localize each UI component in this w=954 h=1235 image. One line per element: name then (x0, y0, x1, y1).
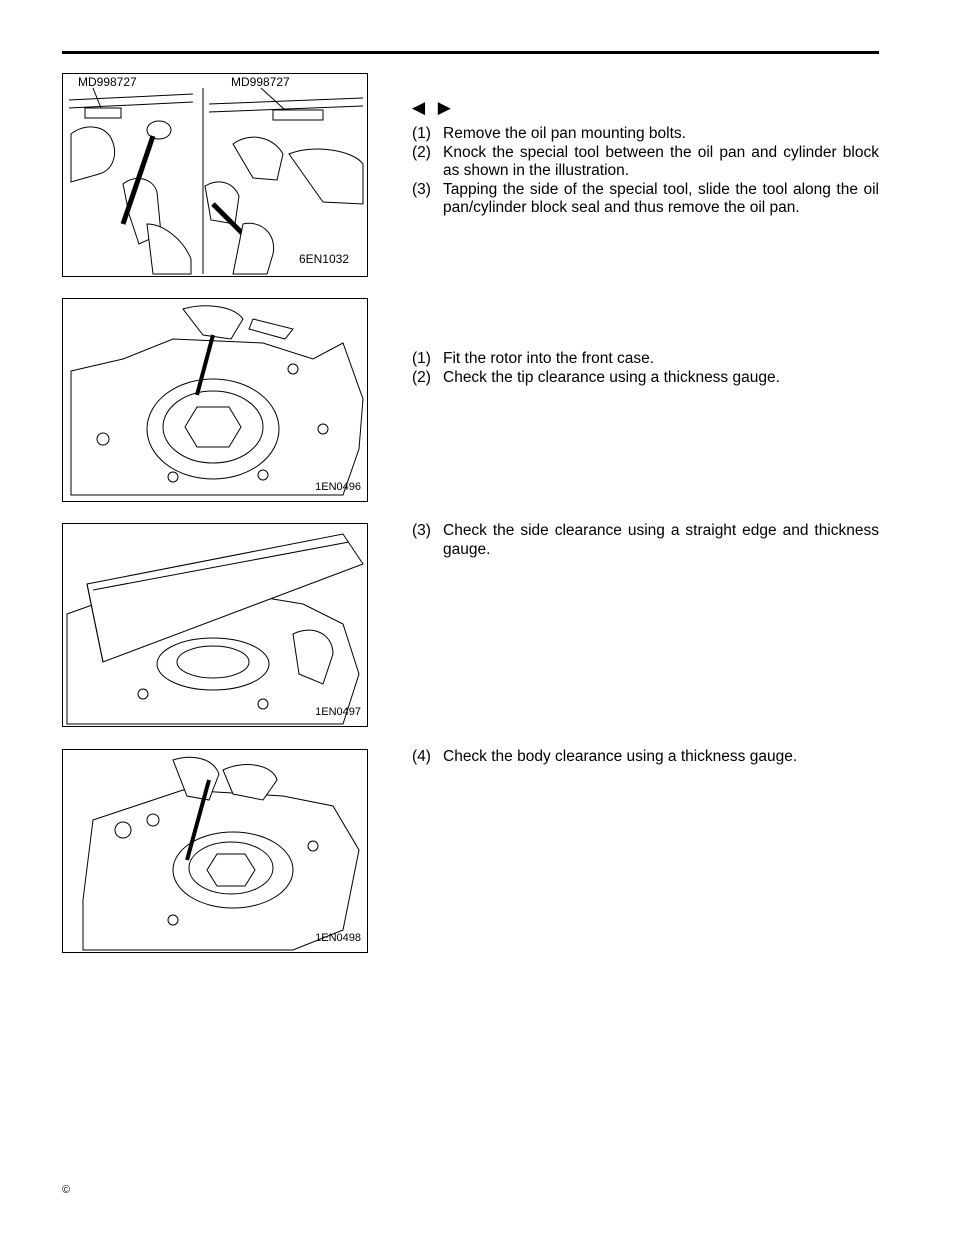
section-side-clearance (412, 522, 879, 559)
step-text: Tapping the side of the special tool, slide the tool along the oil pan/cylinder block seal and thus remove the oil pan. (443, 180, 879, 216)
step-item (412, 350, 879, 369)
side-clearance-illustration (63, 524, 368, 727)
step-item (412, 125, 879, 144)
step-number: (3) (412, 522, 431, 539)
figure-code: 1EN0497 (315, 706, 361, 718)
tip-clearance-illustration (63, 299, 368, 502)
step-item (412, 748, 879, 767)
figure-tip-clearance (62, 298, 368, 502)
figure-oil-pan-removal (62, 73, 368, 277)
header-rule (62, 51, 879, 54)
step-item (412, 144, 879, 181)
step-text: Remove the oil pan mounting bolts. (443, 125, 686, 142)
body-clearance-illustration (63, 750, 368, 953)
step-text: Fit the rotor into the front case. (443, 350, 655, 367)
step-item (412, 522, 879, 559)
step-number: (1) (412, 350, 431, 367)
tool-label-left: MD998727 (78, 75, 137, 89)
step-number: (2) (412, 368, 431, 386)
copyright-symbol: © (62, 1184, 71, 1196)
figure-body-clearance (62, 749, 368, 953)
section-oil-pan-removal (412, 125, 879, 218)
step-number: (2) (412, 143, 431, 161)
step-text: Check the side clearance using a straight edge and thickness gauge. (443, 522, 879, 558)
step-text: Check the tip clearance using a thickness gauge. (443, 368, 780, 386)
step-item (412, 181, 879, 218)
step-number: (4) (412, 748, 431, 765)
section-body-clearance (412, 748, 879, 767)
step-text: Check the body clearance using a thickness gauge. (443, 748, 798, 765)
step-item (412, 369, 879, 388)
figure-code: 6EN1032 (298, 252, 349, 266)
nav-arrows: ◀ ▶ (412, 98, 455, 117)
step-text: Knock the special tool between the oil pan and cylinder block as shown in the illustration. (443, 143, 879, 179)
tool-label-right: MD998727 (231, 75, 290, 89)
step-number: (3) (412, 180, 431, 198)
figure-side-clearance (62, 523, 368, 727)
step-number: (1) (412, 125, 431, 142)
figure-code: 1EN0498 (315, 932, 361, 944)
section-tip-clearance (412, 350, 879, 387)
oil-pan-removal-illustration (63, 74, 368, 277)
figure-code: 1EN0496 (315, 481, 361, 493)
